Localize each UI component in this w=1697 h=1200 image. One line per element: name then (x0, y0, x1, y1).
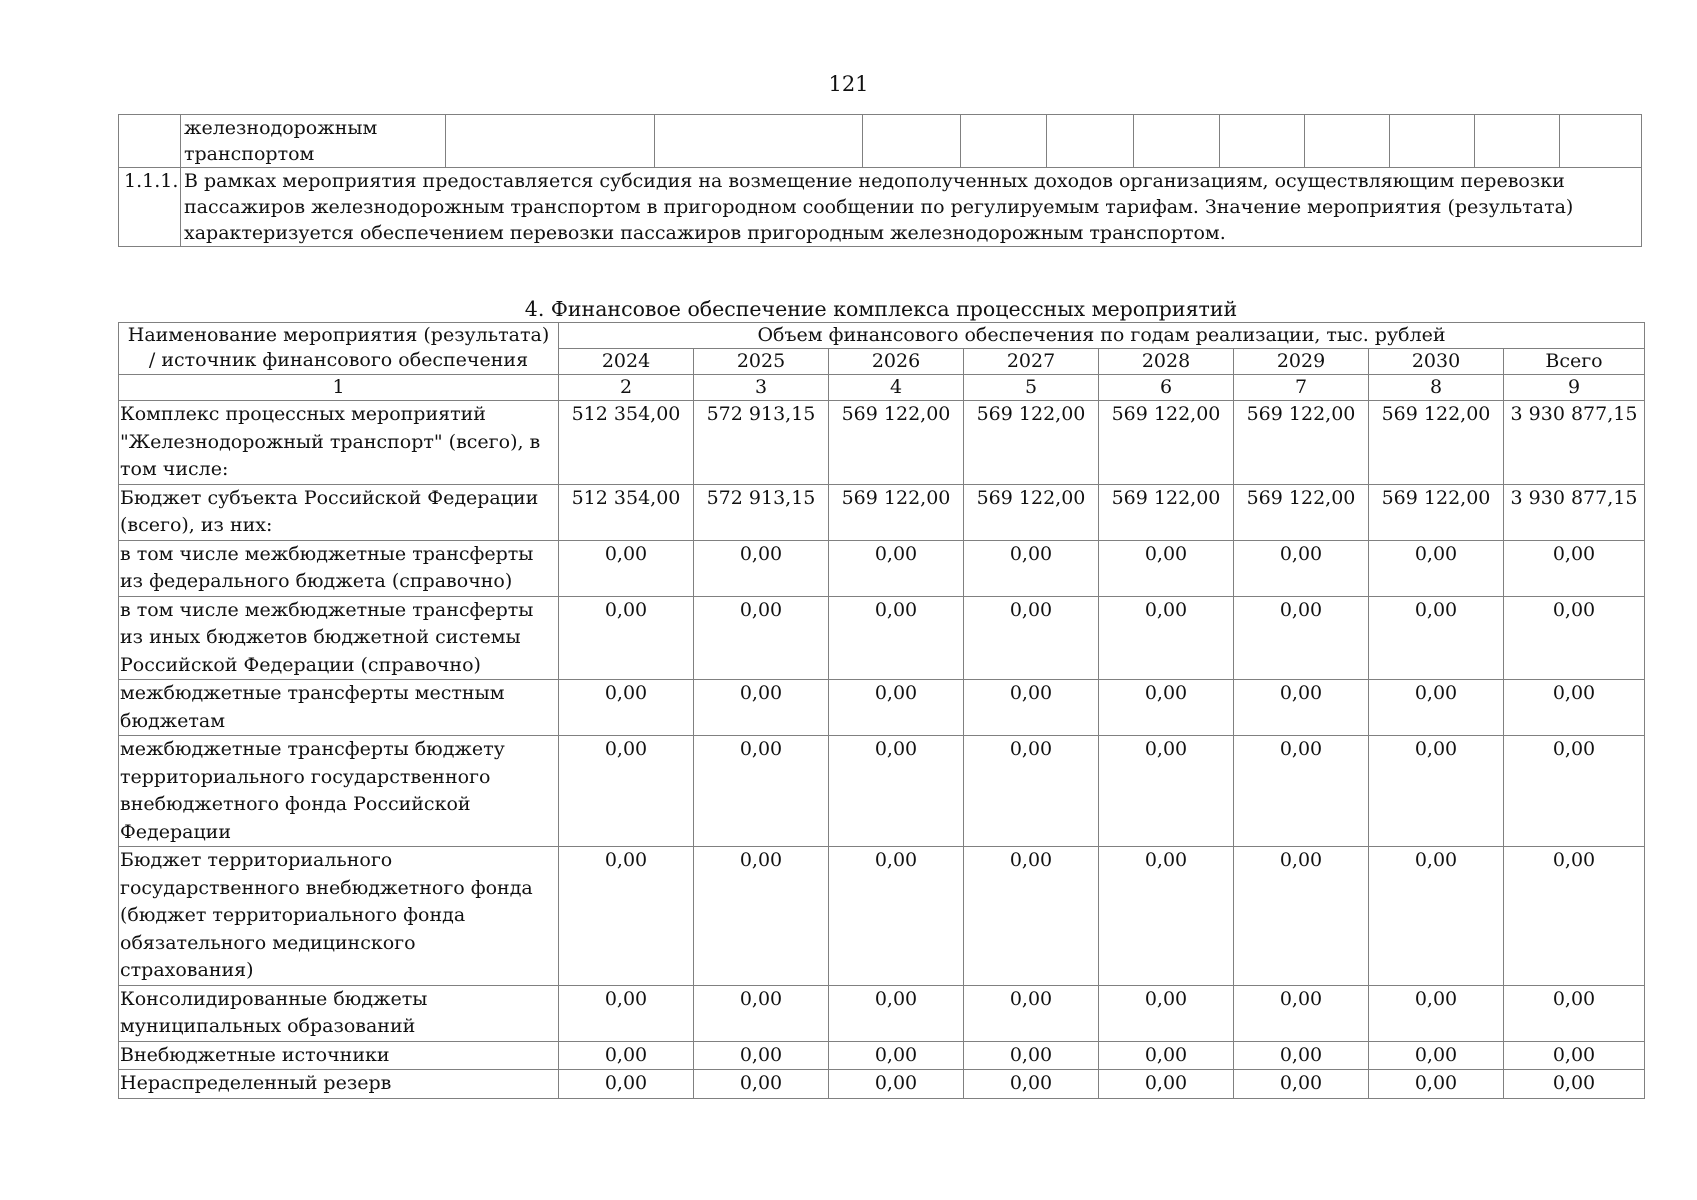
table-row (119, 680, 1645, 736)
row-label: в том числе межбюджетные трансферты из иных бюджетов бюджетной системы Российской Федерации (справочно) (119, 596, 559, 680)
value-cell: 0,00 (559, 540, 694, 596)
value-cell: 0,00 (694, 847, 829, 986)
value-cell: 569 122,00 (1099, 484, 1234, 540)
page-number: 121 (828, 72, 869, 96)
table-row (119, 115, 1642, 168)
value-cell: 0,00 (1234, 540, 1369, 596)
value-cell: 0,00 (1504, 1041, 1645, 1070)
row-label: межбюджетные трансферты бюджету территориального государственного внебюджетного фонда Российской Федерации (119, 736, 559, 847)
column-number: 4 (829, 375, 964, 401)
value-cell: 0,00 (1234, 1070, 1369, 1099)
value-cell: 572 913,15 (694, 401, 829, 485)
value-cell: 0,00 (1504, 985, 1645, 1041)
table-row (119, 596, 1645, 680)
value-cell: 3 930 877,15 (1504, 484, 1645, 540)
table-row (119, 401, 1645, 485)
value-cell: 0,00 (1099, 680, 1234, 736)
value-cell: 0,00 (1504, 847, 1645, 986)
year-header: 2030 (1369, 349, 1504, 375)
value-cell: 3 930 877,15 (1504, 401, 1645, 485)
value-cell: 0,00 (694, 736, 829, 847)
table-row (119, 985, 1645, 1041)
value-cell: 0,00 (1099, 1070, 1234, 1099)
value-cell: 0,00 (1099, 847, 1234, 986)
value-cell: 0,00 (964, 847, 1099, 986)
column-number: 2 (559, 375, 694, 401)
value-cell: 0,00 (559, 596, 694, 680)
value-cell: 0,00 (829, 985, 964, 1041)
row-label: Консолидированные бюджеты муниципальных образований (119, 985, 559, 1041)
column-number: 5 (964, 375, 1099, 401)
value-cell: 569 122,00 (1369, 401, 1504, 485)
value-cell: 569 122,00 (1099, 401, 1234, 485)
value-cell: 0,00 (559, 847, 694, 986)
value-cell: 0,00 (964, 1041, 1099, 1070)
value-cell: 569 122,00 (1234, 484, 1369, 540)
row-label: Нераспределенный резерв (119, 1070, 559, 1099)
column-number: 6 (1099, 375, 1234, 401)
year-header: Всего (1504, 349, 1645, 375)
column-number: 8 (1369, 375, 1504, 401)
value-cell: 0,00 (829, 847, 964, 986)
empty-cell (119, 115, 181, 168)
value-cell: 569 122,00 (829, 484, 964, 540)
value-cell: 0,00 (1504, 596, 1645, 680)
value-cell: 0,00 (1099, 540, 1234, 596)
row-label: межбюджетные трансферты местным бюджетам (119, 680, 559, 736)
value-cell: 569 122,00 (1234, 401, 1369, 485)
column-number: 1 (119, 375, 559, 401)
table-row (119, 1070, 1645, 1099)
value-cell: 0,00 (1369, 985, 1504, 1041)
value-cell: 0,00 (964, 680, 1099, 736)
value-cell: 0,00 (829, 596, 964, 680)
value-cell: 0,00 (694, 1041, 829, 1070)
measure-number: 1.1.1. (119, 168, 181, 247)
value-cell: 0,00 (1099, 1041, 1234, 1070)
value-cell: 0,00 (964, 736, 1099, 847)
table-row (119, 168, 1642, 247)
row-label: Внебюджетные источники (119, 1041, 559, 1070)
value-cell: 512 354,00 (559, 401, 694, 485)
table-row (119, 1041, 1645, 1070)
value-cell: 0,00 (1234, 1041, 1369, 1070)
value-cell: 0,00 (694, 1070, 829, 1099)
value-cell: 0,00 (964, 1070, 1099, 1099)
year-header: 2026 (829, 349, 964, 375)
value-cell: 0,00 (1234, 680, 1369, 736)
value-cell: 0,00 (964, 540, 1099, 596)
value-cell: 0,00 (559, 736, 694, 847)
value-cell: 0,00 (694, 540, 829, 596)
value-cell: 0,00 (1369, 596, 1504, 680)
value-cell: 0,00 (1234, 847, 1369, 986)
value-cell: 0,00 (1504, 680, 1645, 736)
value-cell: 0,00 (1369, 736, 1504, 847)
value-cell: 0,00 (1504, 1070, 1645, 1099)
table-row (119, 736, 1645, 847)
measure-description: В рамках мероприятия предоставляется субсидия на возмещение недополученных доходов организациям, осуществляющим перевозки пассажиров железнодорожным транспортом в пригородном сообщении по регулируемым тарифам. Значение мероприятия (результата) характеризуется обеспечением перевозки пассажиров пригородным железнодорожным транспортом. (181, 168, 1642, 247)
measure-name-cell: железнодорожным транспортом (181, 115, 446, 168)
value-cell: 0,00 (694, 985, 829, 1041)
value-cell: 0,00 (1504, 540, 1645, 596)
header-volume-group: Объем финансового обеспечения по годам реализации, тыс. рублей (559, 323, 1645, 349)
value-cell: 0,00 (1369, 1070, 1504, 1099)
value-cell: 0,00 (694, 596, 829, 680)
value-cell: 0,00 (1099, 985, 1234, 1041)
year-header: 2025 (694, 349, 829, 375)
value-cell: 512 354,00 (559, 484, 694, 540)
year-header: 2029 (1234, 349, 1369, 375)
value-cell: 0,00 (829, 736, 964, 847)
value-cell: 0,00 (829, 540, 964, 596)
value-cell: 0,00 (1369, 1041, 1504, 1070)
column-number: 9 (1504, 375, 1645, 401)
section-title: 4. Финансовое обеспечение комплекса процессных мероприятий (524, 297, 1238, 321)
value-cell: 0,00 (559, 1070, 694, 1099)
value-cell: 0,00 (1099, 736, 1234, 847)
year-header: 2027 (964, 349, 1099, 375)
value-cell: 0,00 (559, 680, 694, 736)
value-cell: 569 122,00 (1369, 484, 1504, 540)
top-continuation-table (118, 114, 1642, 247)
value-cell: 0,00 (1099, 596, 1234, 680)
value-cell: 0,00 (1234, 985, 1369, 1041)
value-cell: 0,00 (559, 985, 694, 1041)
value-cell: 0,00 (829, 1041, 964, 1070)
table-row (119, 847, 1645, 986)
value-cell: 0,00 (1369, 680, 1504, 736)
value-cell: 0,00 (1369, 847, 1504, 986)
table-row (119, 484, 1645, 540)
row-label: Бюджет территориального государственного внебюджетного фонда (бюджет территориального фонда обязательного медицинского страхования) (119, 847, 559, 986)
table-row (119, 540, 1645, 596)
value-cell: 0,00 (1234, 736, 1369, 847)
value-cell: 572 913,15 (694, 484, 829, 540)
value-cell: 0,00 (1234, 596, 1369, 680)
value-cell: 0,00 (829, 680, 964, 736)
value-cell: 0,00 (1369, 540, 1504, 596)
value-cell: 0,00 (1504, 736, 1645, 847)
year-header: 2024 (559, 349, 694, 375)
value-cell: 0,00 (694, 680, 829, 736)
row-label: Бюджет субъекта Российской Федерации (всего), из них: (119, 484, 559, 540)
value-cell: 0,00 (964, 596, 1099, 680)
row-label: Комплекс процессных мероприятий "Железнодорожный транспорт" (всего), в том числе: (119, 401, 559, 485)
value-cell: 0,00 (829, 1070, 964, 1099)
column-number: 3 (694, 375, 829, 401)
value-cell: 569 122,00 (964, 401, 1099, 485)
column-number: 7 (1234, 375, 1369, 401)
value-cell: 0,00 (559, 1041, 694, 1070)
year-header: 2028 (1099, 349, 1234, 375)
finance-table (118, 322, 1645, 1099)
header-source: Наименование мероприятия (результата) / источник финансового обеспечения (119, 323, 559, 375)
value-cell: 569 122,00 (964, 484, 1099, 540)
row-label: в том числе межбюджетные трансферты из федерального бюджета (справочно) (119, 540, 559, 596)
value-cell: 0,00 (964, 985, 1099, 1041)
value-cell: 569 122,00 (829, 401, 964, 485)
